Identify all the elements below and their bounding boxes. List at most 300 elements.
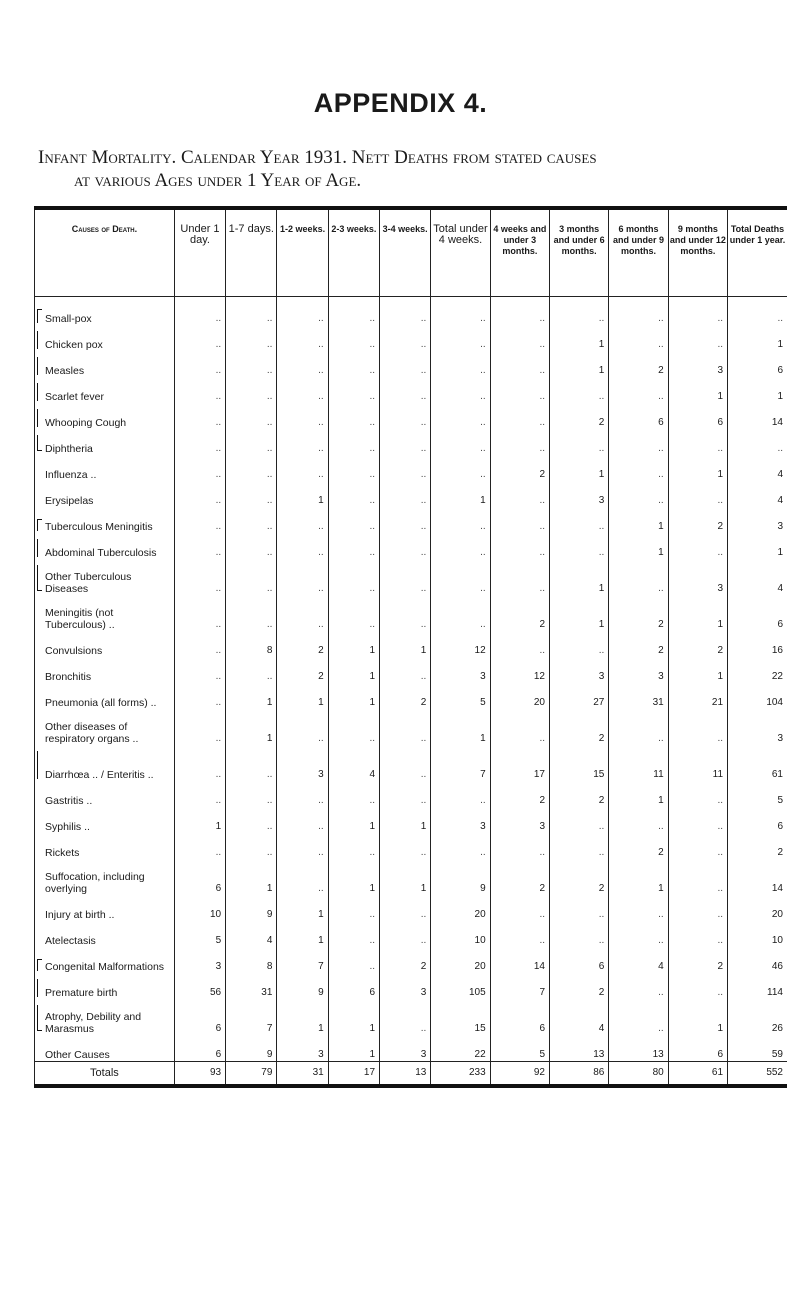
value-cell: 2 [277,631,328,657]
value-cell: .. [174,507,225,533]
value-cell: .. [174,481,225,507]
table-row [35,683,788,709]
value-cell: .. [174,833,225,859]
value-cell: .. [328,921,379,947]
value-cell: .. [380,921,431,947]
value-cell: .. [277,781,328,807]
value-cell: 15 [431,999,490,1035]
value-cell: .. [380,833,431,859]
value-cell: .. [431,833,490,859]
value-cell: .. [668,859,727,895]
value-cell: 9 [277,973,328,999]
table-row [35,781,788,807]
value-cell: .. [550,297,609,326]
value-cell: .. [668,973,727,999]
value-cell: .. [550,833,609,859]
cause-cell: Other Causes [35,1035,175,1062]
value-cell: 6 [728,595,787,631]
value-cell: .. [174,559,225,595]
value-cell: 27 [550,683,609,709]
value-cell: 20 [728,895,787,921]
value-cell: 1 [380,807,431,833]
value-cell: 1 [277,481,328,507]
value-cell: .. [668,533,727,559]
value-cell: .. [328,403,379,429]
value-cell: .. [490,429,549,455]
value-cell: .. [380,781,431,807]
value-cell: .. [328,533,379,559]
value-cell: .. [431,429,490,455]
value-cell: .. [490,325,549,351]
value-cell: .. [490,403,549,429]
mortality-table-wrapper [34,206,787,1088]
value-cell: .. [328,947,379,973]
value-cell: 2 [550,709,609,745]
value-cell: .. [174,377,225,403]
cause-cell: Whooping Cough [35,403,175,429]
cause-cell: Suffocation, including overlying [35,859,175,895]
value-cell: 6 [668,403,727,429]
subtitle-line-2: at various Ages under 1 Year of Age. [74,170,362,191]
value-cell: 6 [174,1035,225,1062]
value-cell: 2 [668,631,727,657]
value-cell: .. [277,297,328,326]
value-cell: 1 [328,683,379,709]
value-cell: 3 [380,1035,431,1062]
cause-cell: Injury at birth .. [35,895,175,921]
value-cell: 3 [277,1035,328,1062]
value-cell: .. [328,455,379,481]
table-row [35,895,788,921]
value-cell: 5 [490,1035,549,1062]
value-cell: .. [550,429,609,455]
value-cell: 22 [431,1035,490,1062]
value-cell: 1 [380,859,431,895]
value-cell: 9 [226,1035,277,1062]
value-cell: .. [609,455,668,481]
table-row [35,297,788,326]
value-cell: 1 [431,481,490,507]
value-cell: .. [550,921,609,947]
value-cell: 4 [728,455,787,481]
cause-cell: Gastritis .. [35,781,175,807]
value-cell: .. [380,325,431,351]
value-cell: 114 [728,973,787,999]
table-body [35,297,788,1087]
value-cell: 11 [668,745,727,781]
value-cell: .. [431,595,490,631]
total-value-cell: 61 [668,1062,727,1087]
value-cell: 7 [490,973,549,999]
value-cell: .. [609,895,668,921]
value-cell: .. [277,507,328,533]
value-cell: .. [277,455,328,481]
column-header: 9 months and under 12 months. [668,208,727,297]
value-cell: 1 [668,657,727,683]
value-cell: .. [226,559,277,595]
value-cell: .. [380,377,431,403]
value-cell: .. [226,455,277,481]
table-row [35,859,788,895]
value-cell: .. [226,429,277,455]
totals-label: Totals [35,1062,175,1087]
value-cell: .. [277,533,328,559]
value-cell: .. [490,351,549,377]
value-cell: 1 [328,1035,379,1062]
value-cell: 8 [226,631,277,657]
value-cell: 1 [277,921,328,947]
value-cell: 2 [550,781,609,807]
value-cell: 6 [550,947,609,973]
value-cell: 1 [550,595,609,631]
value-cell: .. [226,533,277,559]
column-header: 2-3 weeks. [328,208,379,297]
value-cell: 2 [490,455,549,481]
value-cell: 1 [431,709,490,745]
value-cell: .. [277,325,328,351]
value-cell: .. [328,895,379,921]
value-cell: 4 [728,559,787,595]
value-cell: 1 [609,533,668,559]
value-cell: 3 [668,351,727,377]
value-cell: .. [609,481,668,507]
value-cell: .. [550,895,609,921]
cause-cell: Atrophy, Debility and Marasmus [35,999,175,1035]
value-cell: 9 [226,895,277,921]
value-cell: 1 [277,999,328,1035]
table-row [35,507,788,533]
value-cell: 3 [550,481,609,507]
mortality-table [34,206,787,1088]
table-row [35,631,788,657]
value-cell: 22 [728,657,787,683]
value-cell: 3 [550,657,609,683]
value-cell: 59 [728,1035,787,1062]
cause-cell: Syphilis .. [35,807,175,833]
value-cell: .. [277,559,328,595]
value-cell: .. [380,999,431,1035]
value-cell: 2 [668,947,727,973]
value-cell: .. [431,377,490,403]
value-cell: 3 [431,657,490,683]
value-cell: 1 [380,631,431,657]
totals-row [35,1062,788,1087]
value-cell: 1 [728,533,787,559]
cause-cell: Erysipelas [35,481,175,507]
value-cell: .. [490,921,549,947]
value-cell: .. [668,481,727,507]
value-cell: 104 [728,683,787,709]
value-cell: .. [328,429,379,455]
value-cell: .. [174,351,225,377]
value-cell: .. [328,325,379,351]
value-cell: 17 [490,745,549,781]
value-cell: 16 [728,631,787,657]
value-cell: 3 [277,745,328,781]
total-value-cell: 31 [277,1062,328,1087]
value-cell: 3 [431,807,490,833]
value-cell: .. [174,745,225,781]
value-cell: .. [490,297,549,326]
value-cell: 4 [328,745,379,781]
value-cell: .. [380,533,431,559]
value-cell: .. [226,403,277,429]
value-cell: .. [668,833,727,859]
value-cell: 7 [226,999,277,1035]
value-cell: 1 [609,507,668,533]
value-cell: 14 [490,947,549,973]
value-cell: 2 [277,657,328,683]
value-cell: .. [380,351,431,377]
cause-cell: Chicken pox [35,325,175,351]
table-row [35,351,788,377]
value-cell: .. [431,559,490,595]
value-cell: 26 [728,999,787,1035]
value-cell: .. [328,595,379,631]
value-cell: .. [277,709,328,745]
value-cell: 3 [728,709,787,745]
value-cell: 61 [728,745,787,781]
column-header: 6 months and under 9 months. [609,208,668,297]
table-row [35,559,788,595]
value-cell: 6 [609,403,668,429]
value-cell: 1 [174,807,225,833]
value-cell: .. [277,377,328,403]
value-cell: 1 [328,999,379,1035]
value-cell: .. [226,297,277,326]
value-cell: 6 [728,807,787,833]
cause-cell: Abdominal Tuberculosis [35,533,175,559]
value-cell: .. [174,631,225,657]
total-value-cell: 17 [328,1062,379,1087]
cause-cell: Small-pox [35,297,175,326]
value-cell: .. [226,507,277,533]
table-row [35,807,788,833]
value-cell: 1 [328,657,379,683]
column-header: 3-4 weeks. [380,208,431,297]
value-cell: .. [174,455,225,481]
value-cell: .. [174,657,225,683]
value-cell: 1 [609,781,668,807]
value-cell: .. [490,833,549,859]
subtitle-line-1: Infant Mortality. Calendar Year 1931. Nett Deaths from stated causes [38,147,597,168]
value-cell: 1 [277,683,328,709]
value-cell: .. [174,429,225,455]
value-cell: 6 [328,973,379,999]
value-cell: .. [328,351,379,377]
value-cell: .. [380,745,431,781]
total-value-cell: 552 [728,1062,787,1087]
total-value-cell: 80 [609,1062,668,1087]
value-cell: 31 [609,683,668,709]
table-row [35,999,788,1035]
table-row [35,455,788,481]
column-header: 1-2 weeks. [277,208,328,297]
value-cell: 1 [668,377,727,403]
value-cell: .. [728,297,787,326]
value-cell: .. [174,403,225,429]
cause-cell: Other diseases of respiratory organs .. [35,709,175,745]
total-value-cell: 86 [550,1062,609,1087]
value-cell: 4 [609,947,668,973]
value-cell: .. [277,595,328,631]
table-row [35,481,788,507]
value-cell: .. [277,833,328,859]
table-row [35,745,788,781]
value-cell: .. [609,325,668,351]
value-cell: .. [668,807,727,833]
value-cell: 2 [609,631,668,657]
value-cell: 21 [668,683,727,709]
value-cell: .. [668,781,727,807]
value-cell: 1 [328,859,379,895]
value-cell: 1 [277,895,328,921]
value-cell: .. [226,657,277,683]
value-cell: 20 [431,947,490,973]
value-cell: .. [380,507,431,533]
value-cell: .. [668,709,727,745]
value-cell: 12 [431,631,490,657]
table-row [35,921,788,947]
value-cell: .. [380,657,431,683]
value-cell: .. [174,781,225,807]
value-cell: 56 [174,973,225,999]
value-cell: 6 [490,999,549,1035]
value-cell: .. [490,631,549,657]
table-row [35,377,788,403]
table-row [35,1035,788,1062]
value-cell: .. [226,807,277,833]
column-header: 1-7 days. [226,208,277,297]
cause-cell: Other Tuberculous Diseases [35,559,175,595]
value-cell: .. [490,377,549,403]
cause-cell: Pneumonia (all forms) .. [35,683,175,709]
value-cell: 1 [328,807,379,833]
value-cell: .. [380,455,431,481]
cause-cell: Atelectasis [35,921,175,947]
value-cell: .. [609,559,668,595]
value-cell: 15 [550,745,609,781]
value-cell: .. [380,297,431,326]
value-cell: .. [174,595,225,631]
column-header: Under 1 day. [174,208,225,297]
value-cell: .. [226,781,277,807]
column-header: Total under 4 weeks. [431,208,490,297]
value-cell: .. [609,709,668,745]
value-cell: .. [328,559,379,595]
value-cell: 10 [431,921,490,947]
cause-cell: Premature birth [35,973,175,999]
value-cell: .. [226,325,277,351]
value-cell: 1 [609,859,668,895]
value-cell: .. [609,429,668,455]
value-cell: .. [490,481,549,507]
value-cell: 1 [728,377,787,403]
value-cell: .. [431,297,490,326]
value-cell: 2 [550,973,609,999]
table-row [35,533,788,559]
value-cell: 4 [226,921,277,947]
value-cell: .. [550,631,609,657]
value-cell: 4 [550,999,609,1035]
value-cell: 5 [431,683,490,709]
value-cell: .. [174,297,225,326]
value-cell: .. [226,351,277,377]
cause-cell: Scarlet fever [35,377,175,403]
value-cell: 3 [174,947,225,973]
table-row [35,973,788,999]
value-cell: 5 [728,781,787,807]
cause-cell: Congenital Malformations [35,947,175,973]
value-cell: 8 [226,947,277,973]
value-cell: .. [380,709,431,745]
total-value-cell: 93 [174,1062,225,1087]
value-cell: .. [328,833,379,859]
value-cell: .. [328,481,379,507]
value-cell: .. [226,745,277,781]
value-cell: 1 [226,709,277,745]
column-header: Causes of Death. [35,208,175,297]
value-cell: .. [490,559,549,595]
value-cell: .. [226,833,277,859]
value-cell: 10 [174,895,225,921]
value-cell: 1 [550,351,609,377]
value-cell: 6 [174,999,225,1035]
value-cell: 6 [668,1035,727,1062]
value-cell: .. [277,351,328,377]
value-cell: .. [550,377,609,403]
value-cell: .. [431,351,490,377]
total-value-cell: 13 [380,1062,431,1087]
value-cell: .. [226,481,277,507]
value-cell: 1 [550,455,609,481]
value-cell: 1 [668,999,727,1035]
total-value-cell: 233 [431,1062,490,1087]
value-cell: .. [668,325,727,351]
value-cell: .. [550,533,609,559]
value-cell: 1 [226,683,277,709]
value-cell: .. [550,507,609,533]
value-cell: .. [490,709,549,745]
value-cell: 7 [277,947,328,973]
value-cell: .. [277,429,328,455]
value-cell: .. [609,377,668,403]
table-row [35,709,788,745]
value-cell: 10 [728,921,787,947]
total-value-cell: 92 [490,1062,549,1087]
value-cell: 2 [550,859,609,895]
value-cell: .. [668,921,727,947]
value-cell: .. [277,403,328,429]
value-cell: 12 [490,657,549,683]
value-cell: .. [609,807,668,833]
value-cell: 1 [668,595,727,631]
value-cell: .. [380,429,431,455]
value-cell: .. [380,403,431,429]
value-cell: 2 [609,833,668,859]
value-cell: 3 [728,507,787,533]
value-cell: 2 [550,403,609,429]
value-cell: 6 [728,351,787,377]
table-row [35,325,788,351]
value-cell: .. [277,807,328,833]
value-cell: .. [174,683,225,709]
value-cell: 13 [550,1035,609,1062]
value-cell: 13 [609,1035,668,1062]
column-header: 4 weeks and under 3 months. [490,208,549,297]
value-cell: 11 [609,745,668,781]
value-cell: 1 [550,325,609,351]
